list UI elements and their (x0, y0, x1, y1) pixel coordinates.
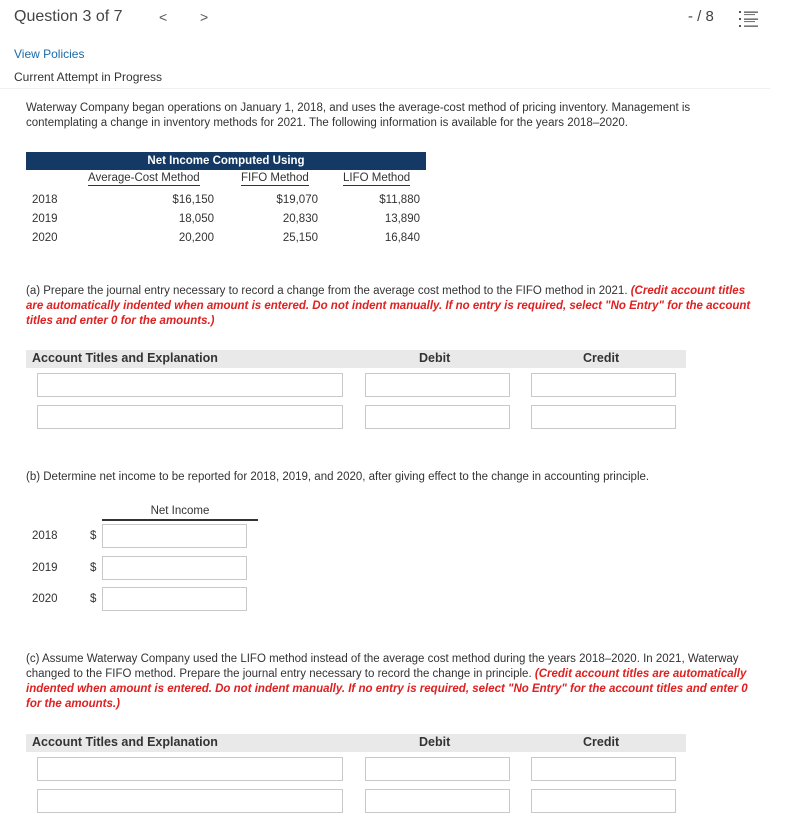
part-b-text: (b) Determine net income to be reported for 2018, 2019, and 2020, after giving effect to the change in accounting principle. (26, 471, 650, 483)
currency-symbol: $ (90, 530, 97, 542)
part-c-instruction: (Credit account titles are automatically indented when amount is entered. Do not indent manually. If no entry is required, select "No Entry" for the account titles and enter 0 for the amounts.) (26, 668, 748, 710)
chevron-right-icon[interactable]: > (200, 9, 209, 25)
row-year: 2019 (32, 213, 58, 225)
col-lifo: LIFO Method (343, 172, 411, 184)
col-fifo: FIFO Method (241, 172, 309, 184)
top-bar (0, 0, 812, 36)
part-a-account-input-1[interactable] (37, 373, 343, 397)
net-income-table-title: Net Income Computed Using (26, 152, 426, 170)
part-c-account-input-1[interactable] (37, 757, 343, 781)
part-a-credit-input-1[interactable] (531, 373, 676, 397)
part-b-year-2019: 2019 (32, 562, 58, 574)
net-income-column-label: Net Income (102, 505, 258, 521)
view-policies-link[interactable]: View Policies (14, 47, 85, 61)
part-a-debit-input-1[interactable] (365, 373, 510, 397)
part-c-credit-input-2[interactable] (531, 789, 676, 813)
net-income-2018-input[interactable] (102, 524, 247, 548)
part-c-text (26, 652, 756, 712)
currency-symbol: $ (90, 562, 97, 574)
part-a-account-input-2[interactable] (37, 405, 343, 429)
net-income-2019-input[interactable] (102, 556, 247, 580)
chevron-left-icon[interactable]: < (159, 9, 168, 25)
cell-fifo-2019: 20,830 (282, 213, 318, 225)
attempt-status: Current Attempt in Progress (14, 70, 163, 84)
part-b-year-2018: 2018 (32, 530, 58, 542)
part-a-debit-input-2[interactable] (365, 405, 510, 429)
row-year: 2020 (32, 232, 58, 244)
header-credit: Credit (583, 351, 620, 365)
net-income-2020-input[interactable] (102, 587, 247, 611)
part-c-table-header (26, 734, 686, 752)
part-c-credit-input-1[interactable] (531, 757, 676, 781)
cell-lifo-2018: $11,880 (379, 194, 420, 206)
part-a-table-header (26, 350, 686, 368)
cell-avg-2020: 20,200 (178, 232, 214, 244)
part-a-credit-input-2[interactable] (531, 405, 676, 429)
part-a-instruction: (Credit account titles are automatically indented when amount is entered. Do not indent manually. If no entry is required, select "No Entry" for the account titles and enter 0 for the amounts.) (26, 285, 751, 327)
cell-lifo-2019: 13,890 (384, 213, 420, 225)
header-debit: Debit (419, 735, 451, 749)
currency-symbol: $ (90, 593, 97, 605)
header-debit: Debit (419, 351, 451, 365)
score-display: - / 8 (688, 8, 714, 25)
question-counter: Question 3 of 7 (14, 8, 123, 25)
cell-fifo-2020: 25,150 (282, 232, 318, 244)
cell-avg-2019: 18,050 (178, 213, 214, 225)
header-account-titles: Account Titles and Explanation (32, 735, 218, 749)
part-a-question: (a) Prepare the journal entry necessary to record a change from the average cost method to the FIFO method in 2021. (26, 285, 628, 297)
part-c-debit-input-1[interactable] (365, 757, 510, 781)
cell-avg-2018: $16,150 (172, 194, 214, 206)
part-c-question: (c) Assume Waterway Company used the LIFO method instead of the average cost method during the years 2018–2020. In 2021, Waterway changed to the FIFO method. Prepare the journal entry necessary to record the change in principle. (26, 653, 739, 680)
list-icon[interactable] (739, 10, 759, 28)
cell-fifo-2018: $19,070 (276, 194, 318, 206)
part-b-year-2020: 2020 (32, 593, 58, 605)
question-intro: Waterway Company began operations on January 1, 2018, and uses the average-cost method of pricing inventory. Management is contemplating a change in inventory methods for 2021. The following information is available for the years 2018–2020. (26, 102, 691, 129)
col-average-cost: Average-Cost Method (88, 172, 200, 184)
part-c-account-input-2[interactable] (37, 789, 343, 813)
header-credit: Credit (583, 735, 620, 749)
header-account-titles: Account Titles and Explanation (32, 351, 218, 365)
row-year: 2018 (32, 194, 58, 206)
part-a-text (26, 284, 756, 329)
part-c-debit-input-2[interactable] (365, 789, 510, 813)
cell-lifo-2020: 16,840 (384, 232, 420, 244)
